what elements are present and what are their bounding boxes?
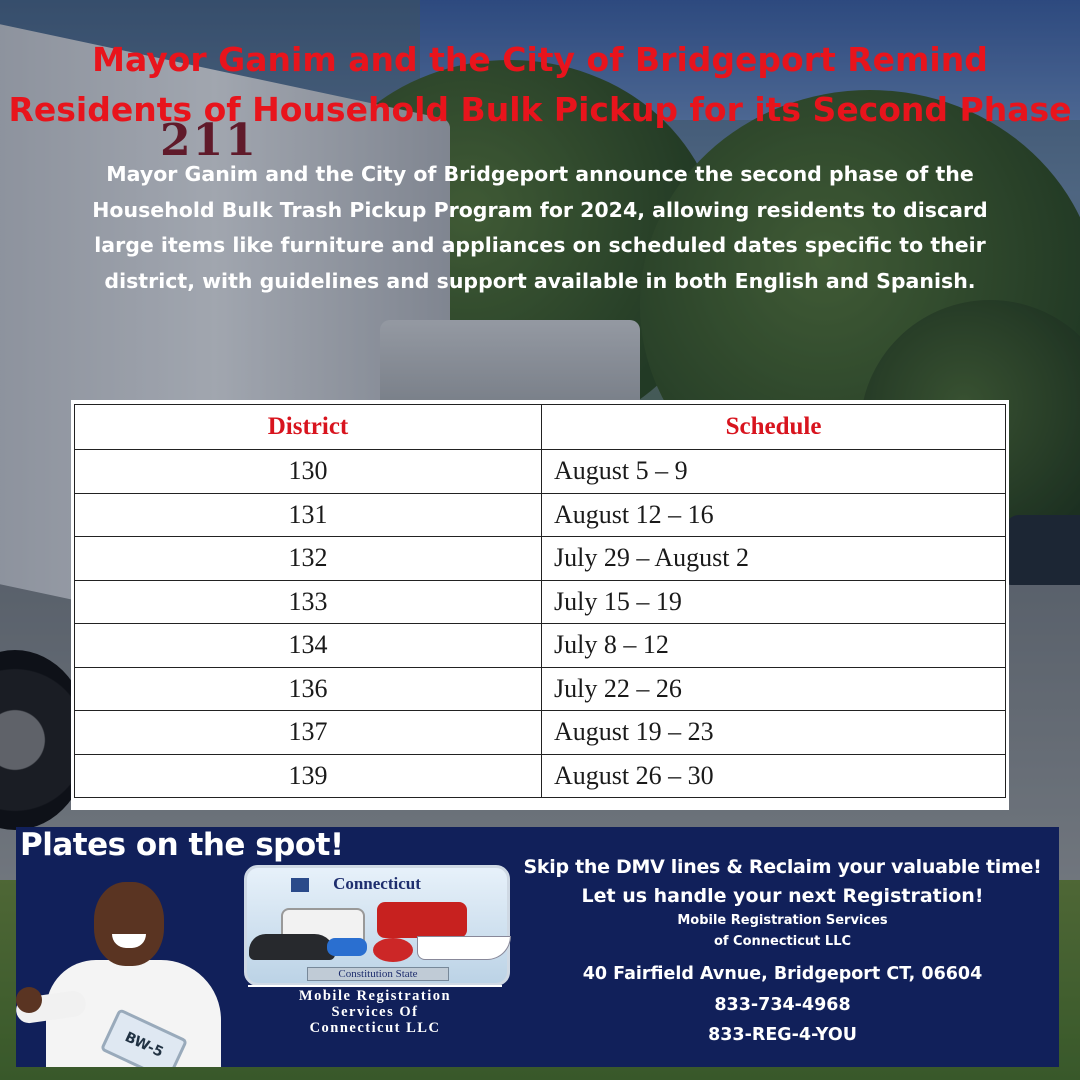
table-row	[75, 624, 1006, 668]
district-cell: 137	[75, 711, 542, 755]
ad-title: Plates on the spot!	[20, 827, 344, 863]
ad-copy	[506, 852, 1059, 1050]
schedule-table	[74, 404, 1006, 798]
pickup-truck-icon	[377, 902, 467, 938]
company-wordmark-line: Connecticut LLC	[309, 1020, 441, 1036]
license-plate: BW-5	[100, 1008, 188, 1067]
district-cell: 134	[75, 624, 542, 668]
district-cell: 139	[75, 754, 542, 798]
column-header-district: District	[75, 405, 542, 450]
headline-line: Residents of Household Bulk Pickup for its Second Phase	[8, 90, 1072, 129]
phone-vanity[interactable]: 833-REG-4-YOU	[708, 1025, 857, 1045]
schedule-cell: August 26 – 30	[542, 754, 1006, 798]
schedule-cell: August 19 – 23	[542, 711, 1006, 755]
schedule-cell: July 29 – August 2	[542, 537, 1006, 581]
column-header-schedule: Schedule	[542, 405, 1006, 450]
jet-ski-icon	[327, 938, 367, 956]
schedule-cell: July 8 – 12	[542, 624, 1006, 668]
company-wordmark-line: Services Of	[331, 1004, 419, 1020]
company-name: of Connecticut LLC	[713, 934, 852, 949]
head	[94, 882, 164, 966]
summary-paragraph	[30, 157, 1050, 299]
district-cell: 131	[75, 493, 542, 537]
company-wordmark-line: Mobile Registration	[298, 988, 452, 1004]
table-row	[75, 537, 1006, 581]
district-cell: 130	[75, 450, 542, 494]
schedule-cell: August 5 – 9	[542, 450, 1006, 494]
summary-line: large items like furniture and appliances on scheduled dates specific to their	[94, 233, 986, 257]
license-plate-logo	[244, 865, 510, 986]
sports-car-icon	[249, 934, 335, 960]
district-cell: 132	[75, 537, 542, 581]
headline-line: Mayor Ganim and the City of Bridgeport Remind	[92, 40, 988, 79]
table-row	[75, 754, 1006, 798]
schedule-table-card	[71, 400, 1009, 810]
table-row	[75, 450, 1006, 494]
headline	[0, 35, 1080, 135]
summary-line: district, with guidelines and support available in both English and Spanish.	[104, 268, 976, 293]
summary-line: Household Bulk Trash Pickup Program for 2024, allowing residents to discard	[92, 197, 988, 222]
schedule-cell: July 15 – 19	[542, 580, 1006, 624]
address: 40 Fairfield Avnue, Bridgeport CT, 06604	[582, 964, 983, 984]
boat-icon	[417, 936, 511, 960]
district-cell: 136	[75, 667, 542, 711]
table-header-row	[75, 405, 1006, 450]
table-row	[75, 667, 1006, 711]
plate-motto: Constitution State	[307, 967, 449, 981]
district-cell: 133	[75, 580, 542, 624]
motorcycle-icon	[373, 938, 413, 962]
truck-number: 211	[160, 115, 258, 166]
table-row	[75, 711, 1006, 755]
company-name: Mobile Registration Services	[677, 913, 888, 928]
table-row	[75, 493, 1006, 537]
schedule-cell: August 12 – 16	[542, 493, 1006, 537]
advertisement-banner[interactable]	[16, 827, 1059, 1067]
table-row	[75, 580, 1006, 624]
hand	[16, 987, 42, 1013]
tagline: Let us handle your next Registration!	[581, 885, 984, 907]
tagline: Skip the DMV lines & Reclaim your valuable time!	[523, 856, 1042, 878]
phone-number[interactable]: 833-734-4968	[714, 995, 851, 1015]
divider	[248, 985, 502, 987]
company-wordmark	[248, 988, 502, 1036]
summary-line: Mayor Ganim and the City of Bridgeport announce the second phase of the	[106, 162, 974, 186]
spokesperson-photo	[16, 872, 226, 1067]
plate-state: Connecticut	[333, 874, 421, 893]
schedule-cell: July 22 – 26	[542, 667, 1006, 711]
